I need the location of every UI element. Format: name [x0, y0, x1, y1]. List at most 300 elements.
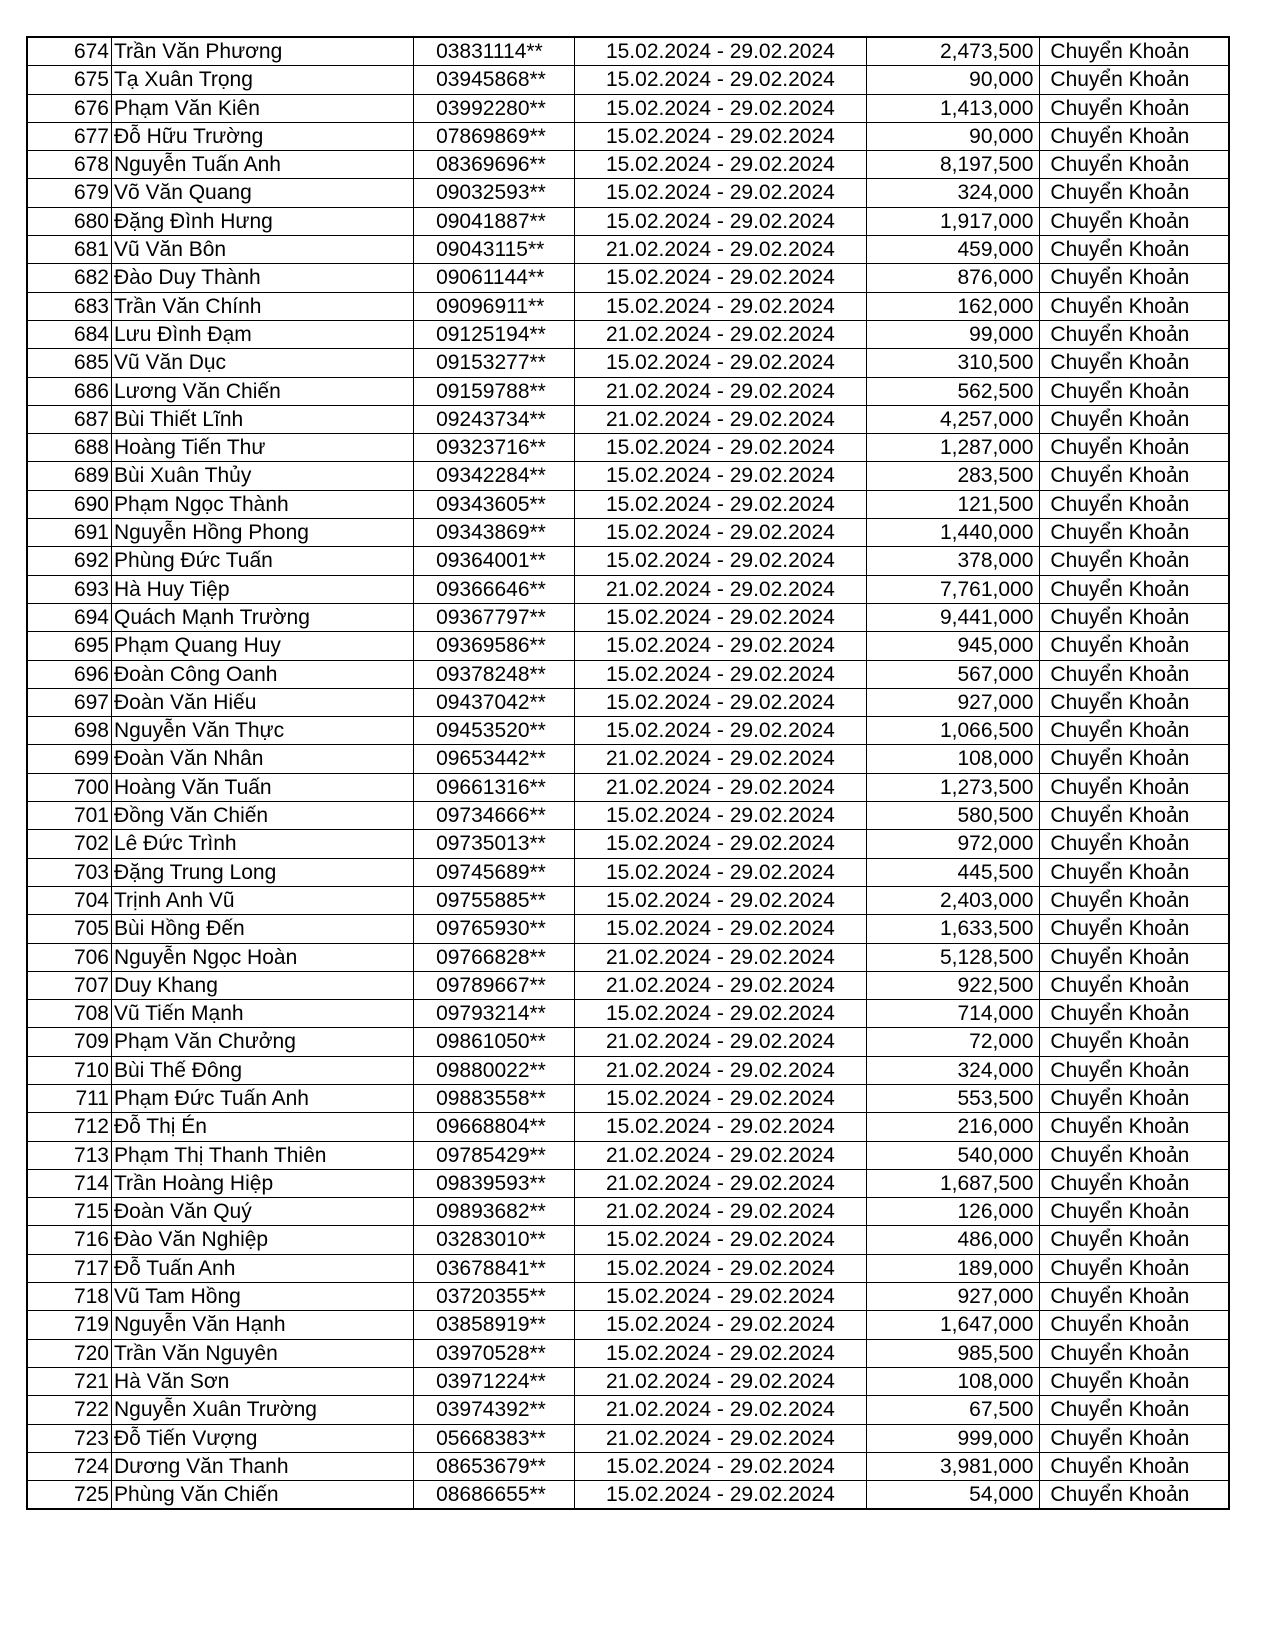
- table-row: [27, 1113, 1229, 1141]
- amount-cell: 162,000: [867, 292, 1040, 320]
- row-number-cell: 709: [27, 1028, 111, 1056]
- amount-cell: 445,500: [867, 858, 1040, 886]
- account-number-cell: 03678841**: [414, 1254, 575, 1282]
- payment-period-cell: 15.02.2024 - 29.02.2024: [574, 490, 867, 518]
- row-number-cell: 713: [27, 1141, 111, 1169]
- account-number-cell: 03283010**: [414, 1226, 575, 1254]
- payment-method-cell: Chuyển Khoản: [1040, 745, 1229, 773]
- table-row: [27, 179, 1229, 207]
- payment-period-cell: 21.02.2024 - 29.02.2024: [574, 773, 867, 801]
- payment-method-cell: Chuyển Khoản: [1040, 292, 1229, 320]
- row-number-cell: 722: [27, 1396, 111, 1424]
- payment-method-cell: Chuyển Khoản: [1040, 717, 1229, 745]
- row-number-cell: 684: [27, 320, 111, 348]
- payment-method-cell: Chuyển Khoản: [1040, 1028, 1229, 1056]
- payment-period-cell: 21.02.2024 - 29.02.2024: [574, 1198, 867, 1226]
- row-number-cell: 703: [27, 858, 111, 886]
- table-row: [27, 94, 1229, 122]
- amount-cell: 540,000: [867, 1141, 1040, 1169]
- payment-period-cell: 15.02.2024 - 29.02.2024: [574, 1084, 867, 1112]
- table-row: [27, 462, 1229, 490]
- payment-method-cell: Chuyển Khoản: [1040, 519, 1229, 547]
- amount-cell: 9,441,000: [867, 603, 1040, 631]
- payment-period-cell: 15.02.2024 - 29.02.2024: [574, 915, 867, 943]
- table-row: [27, 886, 1229, 914]
- table-row: [27, 1367, 1229, 1395]
- account-number-cell: 05668383**: [414, 1424, 575, 1452]
- account-number-cell: 09765930**: [414, 915, 575, 943]
- payment-method-cell: Chuyển Khoản: [1040, 575, 1229, 603]
- recipient-name-cell: Lê Đức Trình: [111, 830, 413, 858]
- amount-cell: 985,500: [867, 1339, 1040, 1367]
- account-number-cell: 09785429**: [414, 1141, 575, 1169]
- recipient-name-cell: Duy Khang: [111, 971, 413, 999]
- table-row: [27, 915, 1229, 943]
- recipient-name-cell: Trần Văn Chính: [111, 292, 413, 320]
- amount-cell: 90,000: [867, 122, 1040, 150]
- row-number-cell: 679: [27, 179, 111, 207]
- row-number-cell: 724: [27, 1452, 111, 1480]
- recipient-name-cell: Hoàng Tiến Thư: [111, 434, 413, 462]
- amount-cell: 324,000: [867, 1056, 1040, 1084]
- account-number-cell: 09343869**: [414, 519, 575, 547]
- account-number-cell: 09378248**: [414, 660, 575, 688]
- recipient-name-cell: Nguyễn Ngọc Hoàn: [111, 943, 413, 971]
- account-number-cell: 09734666**: [414, 802, 575, 830]
- row-number-cell: 705: [27, 915, 111, 943]
- account-number-cell: 03945868**: [414, 66, 575, 94]
- table-row: [27, 1198, 1229, 1226]
- account-number-cell: 09661316**: [414, 773, 575, 801]
- payment-period-cell: 15.02.2024 - 29.02.2024: [574, 830, 867, 858]
- row-number-cell: 706: [27, 943, 111, 971]
- row-number-cell: 720: [27, 1339, 111, 1367]
- recipient-name-cell: Hoàng Văn Tuấn: [111, 773, 413, 801]
- payment-method-cell: Chuyển Khoản: [1040, 1084, 1229, 1112]
- amount-cell: 67,500: [867, 1396, 1040, 1424]
- account-number-cell: 09793214**: [414, 1000, 575, 1028]
- payment-method-cell: Chuyển Khoản: [1040, 179, 1229, 207]
- amount-cell: 1,633,500: [867, 915, 1040, 943]
- account-number-cell: 09096911**: [414, 292, 575, 320]
- table-row: [27, 434, 1229, 462]
- payment-period-cell: 21.02.2024 - 29.02.2024: [574, 1028, 867, 1056]
- payment-method-cell: Chuyển Khoản: [1040, 1254, 1229, 1282]
- payment-method-cell: Chuyển Khoản: [1040, 1198, 1229, 1226]
- payment-period-cell: 15.02.2024 - 29.02.2024: [574, 1283, 867, 1311]
- payment-period-cell: 21.02.2024 - 29.02.2024: [574, 320, 867, 348]
- row-number-cell: 725: [27, 1481, 111, 1510]
- recipient-name-cell: Phùng Văn Chiến: [111, 1481, 413, 1510]
- table-row: [27, 1169, 1229, 1197]
- account-number-cell: 09153277**: [414, 349, 575, 377]
- payment-period-cell: 21.02.2024 - 29.02.2024: [574, 745, 867, 773]
- row-number-cell: 689: [27, 462, 111, 490]
- row-number-cell: 716: [27, 1226, 111, 1254]
- amount-cell: 8,197,500: [867, 151, 1040, 179]
- payment-method-cell: Chuyển Khoản: [1040, 122, 1229, 150]
- recipient-name-cell: Hà Văn Sơn: [111, 1367, 413, 1395]
- recipient-name-cell: Phạm Văn Chưởng: [111, 1028, 413, 1056]
- payment-method-cell: Chuyển Khoản: [1040, 547, 1229, 575]
- table-row: [27, 1000, 1229, 1028]
- table-row: [27, 717, 1229, 745]
- recipient-name-cell: Đồng Văn Chiến: [111, 802, 413, 830]
- recipient-name-cell: Vũ Văn Dục: [111, 349, 413, 377]
- recipient-name-cell: Đỗ Tuấn Anh: [111, 1254, 413, 1282]
- table-row: [27, 943, 1229, 971]
- payment-period-cell: 15.02.2024 - 29.02.2024: [574, 349, 867, 377]
- payment-method-cell: Chuyển Khoản: [1040, 1056, 1229, 1084]
- account-number-cell: 09789667**: [414, 971, 575, 999]
- payment-period-cell: 15.02.2024 - 29.02.2024: [574, 1481, 867, 1510]
- recipient-name-cell: Phạm Thị Thanh Thiên: [111, 1141, 413, 1169]
- table-row: [27, 1452, 1229, 1480]
- row-number-cell: 714: [27, 1169, 111, 1197]
- table-row: [27, 830, 1229, 858]
- recipient-name-cell: Đoàn Văn Hiếu: [111, 688, 413, 716]
- table-row: [27, 1311, 1229, 1339]
- row-number-cell: 718: [27, 1283, 111, 1311]
- row-number-cell: 696: [27, 660, 111, 688]
- recipient-name-cell: Nguyễn Văn Hạnh: [111, 1311, 413, 1339]
- payment-period-cell: 15.02.2024 - 29.02.2024: [574, 179, 867, 207]
- row-number-cell: 694: [27, 603, 111, 631]
- table-row: [27, 971, 1229, 999]
- recipient-name-cell: Đỗ Thị Én: [111, 1113, 413, 1141]
- row-number-cell: 680: [27, 207, 111, 235]
- recipient-name-cell: Vũ Văn Bôn: [111, 236, 413, 264]
- payment-method-cell: Chuyển Khoản: [1040, 830, 1229, 858]
- payment-method-cell: Chuyển Khoản: [1040, 66, 1229, 94]
- table-row: [27, 320, 1229, 348]
- recipient-name-cell: Phạm Quang Huy: [111, 632, 413, 660]
- recipient-name-cell: Trần Văn Phương: [111, 37, 413, 66]
- recipient-name-cell: Hà Huy Tiệp: [111, 575, 413, 603]
- payment-method-cell: Chuyển Khoản: [1040, 886, 1229, 914]
- table-row: [27, 858, 1229, 886]
- account-number-cell: 03974392**: [414, 1396, 575, 1424]
- amount-cell: 72,000: [867, 1028, 1040, 1056]
- recipient-name-cell: Đào Duy Thành: [111, 264, 413, 292]
- payment-period-cell: 21.02.2024 - 29.02.2024: [574, 1396, 867, 1424]
- amount-cell: 324,000: [867, 179, 1040, 207]
- table-row: [27, 292, 1229, 320]
- account-number-cell: 03970528**: [414, 1339, 575, 1367]
- row-number-cell: 717: [27, 1254, 111, 1282]
- payment-method-cell: Chuyển Khoản: [1040, 264, 1229, 292]
- payment-method-cell: Chuyển Khoản: [1040, 1000, 1229, 1028]
- amount-cell: 108,000: [867, 1367, 1040, 1395]
- recipient-name-cell: Bùi Thế Đông: [111, 1056, 413, 1084]
- account-number-cell: 07869869**: [414, 122, 575, 150]
- payment-period-cell: 15.02.2024 - 29.02.2024: [574, 688, 867, 716]
- account-number-cell: 09032593**: [414, 179, 575, 207]
- row-number-cell: 690: [27, 490, 111, 518]
- payment-period-cell: 15.02.2024 - 29.02.2024: [574, 603, 867, 631]
- recipient-name-cell: Phạm Văn Kiên: [111, 94, 413, 122]
- recipient-name-cell: Đặng Đình Hưng: [111, 207, 413, 235]
- row-number-cell: 697: [27, 688, 111, 716]
- payment-period-cell: 15.02.2024 - 29.02.2024: [574, 802, 867, 830]
- payment-method-cell: Chuyển Khoản: [1040, 434, 1229, 462]
- payment-method-cell: Chuyển Khoản: [1040, 603, 1229, 631]
- account-number-cell: 09364001**: [414, 547, 575, 575]
- amount-cell: 1,066,500: [867, 717, 1040, 745]
- amount-cell: 1,687,500: [867, 1169, 1040, 1197]
- amount-cell: 562,500: [867, 377, 1040, 405]
- account-number-cell: 09668804**: [414, 1113, 575, 1141]
- table-row: [27, 66, 1229, 94]
- amount-cell: 972,000: [867, 830, 1040, 858]
- table-row: [27, 1084, 1229, 1112]
- table-row: [27, 207, 1229, 235]
- row-number-cell: 712: [27, 1113, 111, 1141]
- payment-period-cell: 21.02.2024 - 29.02.2024: [574, 236, 867, 264]
- payment-period-cell: 15.02.2024 - 29.02.2024: [574, 1311, 867, 1339]
- row-number-cell: 711: [27, 1084, 111, 1112]
- payment-method-cell: Chuyển Khoản: [1040, 1424, 1229, 1452]
- payment-method-cell: Chuyển Khoản: [1040, 151, 1229, 179]
- payment-method-cell: Chuyển Khoản: [1040, 320, 1229, 348]
- payment-period-cell: 15.02.2024 - 29.02.2024: [574, 462, 867, 490]
- account-number-cell: 09839593**: [414, 1169, 575, 1197]
- payment-period-cell: 15.02.2024 - 29.02.2024: [574, 1113, 867, 1141]
- amount-cell: 126,000: [867, 1198, 1040, 1226]
- table-row: [27, 660, 1229, 688]
- table-row: [27, 547, 1229, 575]
- account-number-cell: 09243734**: [414, 405, 575, 433]
- account-number-cell: 09437042**: [414, 688, 575, 716]
- payment-period-cell: 15.02.2024 - 29.02.2024: [574, 66, 867, 94]
- payment-period-cell: 15.02.2024 - 29.02.2024: [574, 292, 867, 320]
- payment-method-cell: Chuyển Khoản: [1040, 915, 1229, 943]
- payment-period-cell: 15.02.2024 - 29.02.2024: [574, 434, 867, 462]
- table-row: [27, 773, 1229, 801]
- amount-cell: 2,403,000: [867, 886, 1040, 914]
- payment-method-cell: Chuyển Khoản: [1040, 1452, 1229, 1480]
- account-number-cell: 09453520**: [414, 717, 575, 745]
- payment-period-cell: 15.02.2024 - 29.02.2024: [574, 717, 867, 745]
- payment-period-cell: 15.02.2024 - 29.02.2024: [574, 207, 867, 235]
- row-number-cell: 686: [27, 377, 111, 405]
- row-number-cell: 715: [27, 1198, 111, 1226]
- amount-cell: 1,413,000: [867, 94, 1040, 122]
- amount-cell: 553,500: [867, 1084, 1040, 1112]
- payment-period-cell: 15.02.2024 - 29.02.2024: [574, 122, 867, 150]
- amount-cell: 189,000: [867, 1254, 1040, 1282]
- payment-period-cell: 15.02.2024 - 29.02.2024: [574, 632, 867, 660]
- table-row: [27, 37, 1229, 66]
- account-number-cell: 03831114**: [414, 37, 575, 66]
- amount-cell: 1,273,500: [867, 773, 1040, 801]
- payment-period-cell: 21.02.2024 - 29.02.2024: [574, 1424, 867, 1452]
- amount-cell: 378,000: [867, 547, 1040, 575]
- table-row: [27, 405, 1229, 433]
- amount-cell: 927,000: [867, 688, 1040, 716]
- amount-cell: 922,500: [867, 971, 1040, 999]
- amount-cell: 945,000: [867, 632, 1040, 660]
- payment-period-cell: 15.02.2024 - 29.02.2024: [574, 1000, 867, 1028]
- row-number-cell: 675: [27, 66, 111, 94]
- amount-cell: 2,473,500: [867, 37, 1040, 66]
- payment-method-cell: Chuyển Khoản: [1040, 802, 1229, 830]
- table-row: [27, 377, 1229, 405]
- recipient-name-cell: Đoàn Công Oanh: [111, 660, 413, 688]
- payment-period-cell: 21.02.2024 - 29.02.2024: [574, 943, 867, 971]
- recipient-name-cell: Đỗ Tiến Vượng: [111, 1424, 413, 1452]
- amount-cell: 1,440,000: [867, 519, 1040, 547]
- recipient-name-cell: Quách Mạnh Trường: [111, 603, 413, 631]
- account-number-cell: 09367797**: [414, 603, 575, 631]
- payment-period-cell: 15.02.2024 - 29.02.2024: [574, 37, 867, 66]
- table-row: [27, 1056, 1229, 1084]
- table-row: [27, 1396, 1229, 1424]
- amount-cell: 99,000: [867, 320, 1040, 348]
- row-number-cell: 674: [27, 37, 111, 66]
- payment-method-cell: Chuyển Khoản: [1040, 971, 1229, 999]
- payment-method-cell: Chuyển Khoản: [1040, 462, 1229, 490]
- table-row: [27, 1339, 1229, 1367]
- recipient-name-cell: Bùi Thiết Lĩnh: [111, 405, 413, 433]
- table-row: [27, 1141, 1229, 1169]
- amount-cell: 459,000: [867, 236, 1040, 264]
- amount-cell: 4,257,000: [867, 405, 1040, 433]
- recipient-name-cell: Nguyễn Xuân Trường: [111, 1396, 413, 1424]
- table-row: [27, 264, 1229, 292]
- payment-method-cell: Chuyển Khoản: [1040, 236, 1229, 264]
- payment-method-cell: Chuyển Khoản: [1040, 660, 1229, 688]
- recipient-name-cell: Đào Văn Nghiệp: [111, 1226, 413, 1254]
- account-number-cell: 09323716**: [414, 434, 575, 462]
- account-number-cell: 08369696**: [414, 151, 575, 179]
- table-row: [27, 236, 1229, 264]
- recipient-name-cell: Trần Văn Nguyên: [111, 1339, 413, 1367]
- payment-method-cell: Chuyển Khoản: [1040, 1367, 1229, 1395]
- payment-period-cell: 15.02.2024 - 29.02.2024: [574, 547, 867, 575]
- amount-cell: 121,500: [867, 490, 1040, 518]
- row-number-cell: 683: [27, 292, 111, 320]
- recipient-name-cell: Phùng Đức Tuấn: [111, 547, 413, 575]
- account-number-cell: 03720355**: [414, 1283, 575, 1311]
- account-number-cell: 09159788**: [414, 377, 575, 405]
- payment-period-cell: 21.02.2024 - 29.02.2024: [574, 971, 867, 999]
- payment-table: [26, 36, 1230, 1510]
- table-row: [27, 603, 1229, 631]
- row-number-cell: 676: [27, 94, 111, 122]
- row-number-cell: 678: [27, 151, 111, 179]
- account-number-cell: 09766828**: [414, 943, 575, 971]
- amount-cell: 1,647,000: [867, 1311, 1040, 1339]
- recipient-name-cell: Lưu Đình Đạm: [111, 320, 413, 348]
- account-number-cell: 09342284**: [414, 462, 575, 490]
- amount-cell: 714,000: [867, 1000, 1040, 1028]
- payment-method-cell: Chuyển Khoản: [1040, 688, 1229, 716]
- payment-method-cell: Chuyển Khoản: [1040, 349, 1229, 377]
- payment-period-cell: 15.02.2024 - 29.02.2024: [574, 151, 867, 179]
- table-row: [27, 1226, 1229, 1254]
- amount-cell: 5,128,500: [867, 943, 1040, 971]
- account-number-cell: 09653442**: [414, 745, 575, 773]
- account-number-cell: 03858919**: [414, 1311, 575, 1339]
- recipient-name-cell: Lương Văn Chiến: [111, 377, 413, 405]
- table-row: [27, 519, 1229, 547]
- table-row: [27, 1481, 1229, 1510]
- account-number-cell: 09893682**: [414, 1198, 575, 1226]
- payment-period-cell: 15.02.2024 - 29.02.2024: [574, 1226, 867, 1254]
- row-number-cell: 692: [27, 547, 111, 575]
- payment-method-cell: Chuyển Khoản: [1040, 943, 1229, 971]
- payment-method-cell: Chuyển Khoản: [1040, 1396, 1229, 1424]
- amount-cell: 108,000: [867, 745, 1040, 773]
- row-number-cell: 688: [27, 434, 111, 462]
- payment-period-cell: 21.02.2024 - 29.02.2024: [574, 1367, 867, 1395]
- account-number-cell: 09861050**: [414, 1028, 575, 1056]
- payment-method-cell: Chuyển Khoản: [1040, 1113, 1229, 1141]
- payment-method-cell: Chuyển Khoản: [1040, 405, 1229, 433]
- table-row: [27, 122, 1229, 150]
- row-number-cell: 708: [27, 1000, 111, 1028]
- row-number-cell: 700: [27, 773, 111, 801]
- row-number-cell: 699: [27, 745, 111, 773]
- amount-cell: 7,761,000: [867, 575, 1040, 603]
- table-row: [27, 575, 1229, 603]
- payment-method-cell: Chuyển Khoản: [1040, 1141, 1229, 1169]
- payment-period-cell: 15.02.2024 - 29.02.2024: [574, 1254, 867, 1282]
- amount-cell: 580,500: [867, 802, 1040, 830]
- payment-period-cell: 15.02.2024 - 29.02.2024: [574, 1452, 867, 1480]
- row-number-cell: 687: [27, 405, 111, 433]
- amount-cell: 54,000: [867, 1481, 1040, 1510]
- payment-period-cell: 21.02.2024 - 29.02.2024: [574, 575, 867, 603]
- payment-method-cell: Chuyển Khoản: [1040, 1283, 1229, 1311]
- row-number-cell: 701: [27, 802, 111, 830]
- account-number-cell: 09755885**: [414, 886, 575, 914]
- payment-period-cell: 15.02.2024 - 29.02.2024: [574, 94, 867, 122]
- payment-method-cell: Chuyển Khoản: [1040, 632, 1229, 660]
- recipient-name-cell: Trịnh Anh Vũ: [111, 886, 413, 914]
- amount-cell: 999,000: [867, 1424, 1040, 1452]
- recipient-name-cell: Vũ Tam Hồng: [111, 1283, 413, 1311]
- payment-method-cell: Chuyển Khoản: [1040, 207, 1229, 235]
- account-number-cell: 09883558**: [414, 1084, 575, 1112]
- payment-period-cell: 15.02.2024 - 29.02.2024: [574, 886, 867, 914]
- row-number-cell: 685: [27, 349, 111, 377]
- row-number-cell: 702: [27, 830, 111, 858]
- recipient-name-cell: Đoàn Văn Quý: [111, 1198, 413, 1226]
- payment-period-cell: 15.02.2024 - 29.02.2024: [574, 1339, 867, 1367]
- table-row: [27, 1254, 1229, 1282]
- recipient-name-cell: Nguyễn Văn Thực: [111, 717, 413, 745]
- amount-cell: 486,000: [867, 1226, 1040, 1254]
- row-number-cell: 695: [27, 632, 111, 660]
- recipient-name-cell: Tạ Xuân Trọng: [111, 66, 413, 94]
- payment-period-cell: 21.02.2024 - 29.02.2024: [574, 405, 867, 433]
- recipient-name-cell: Dương Văn Thanh: [111, 1452, 413, 1480]
- recipient-name-cell: Nguyễn Hồng Phong: [111, 519, 413, 547]
- account-number-cell: 09343605**: [414, 490, 575, 518]
- payment-method-cell: Chuyển Khoản: [1040, 1226, 1229, 1254]
- payment-method-cell: Chuyển Khoản: [1040, 37, 1229, 66]
- payment-period-cell: 15.02.2024 - 29.02.2024: [574, 858, 867, 886]
- recipient-name-cell: Đoàn Văn Nhân: [111, 745, 413, 773]
- recipient-name-cell: Phạm Đức Tuấn Anh: [111, 1084, 413, 1112]
- table-row: [27, 349, 1229, 377]
- row-number-cell: 677: [27, 122, 111, 150]
- row-number-cell: 704: [27, 886, 111, 914]
- account-number-cell: 09369586**: [414, 632, 575, 660]
- account-number-cell: 08686655**: [414, 1481, 575, 1510]
